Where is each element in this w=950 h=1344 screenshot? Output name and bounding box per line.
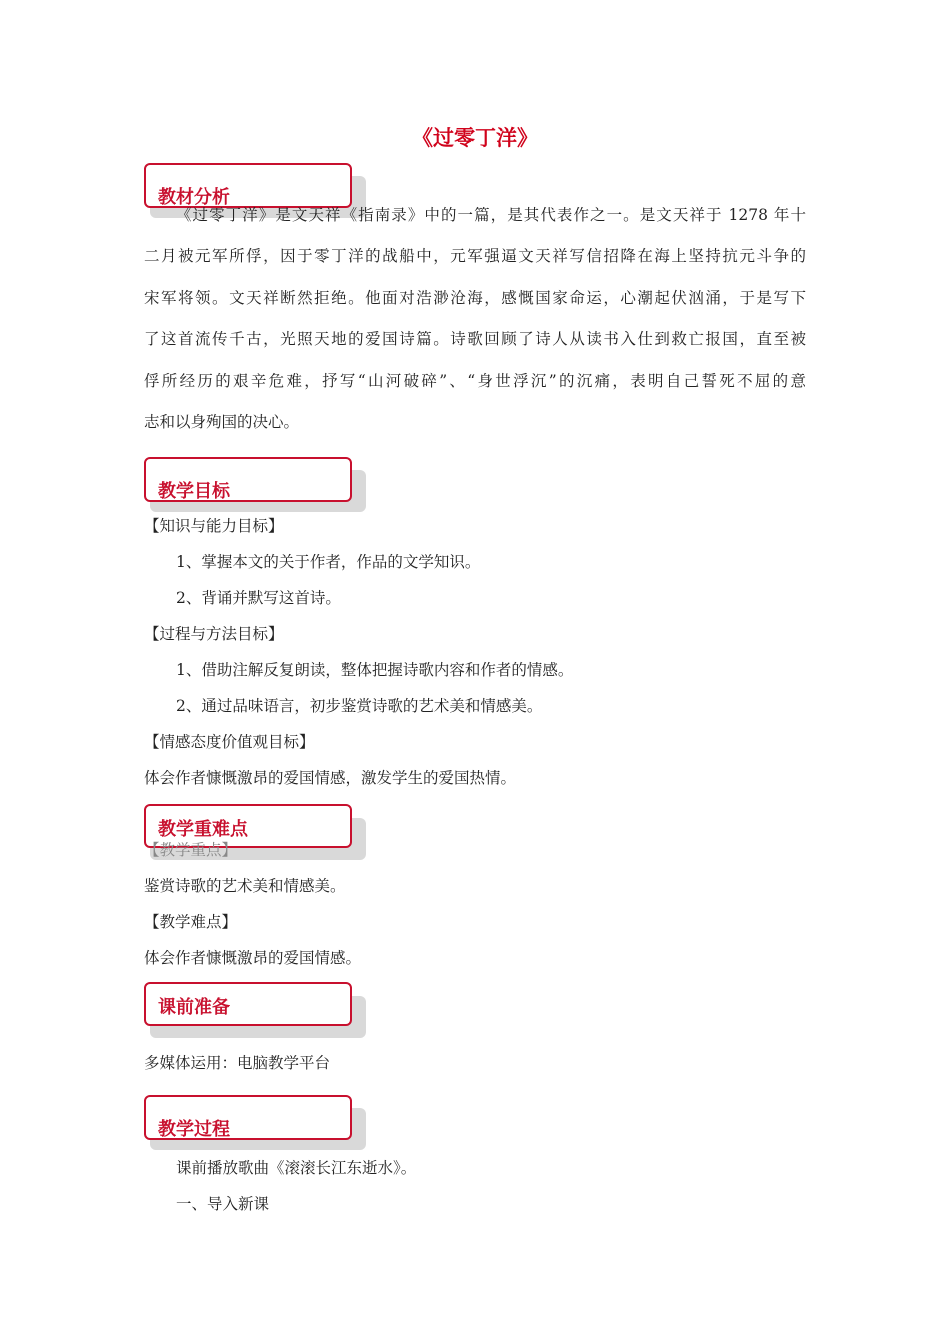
- section-header-goals: [144, 457, 352, 502]
- goal-item: 1、掌握本文的关于作者，作品的文学知识。: [176, 553, 481, 571]
- section-header-analysis: [144, 163, 352, 208]
- goal-heading: 【过程与方法目标】: [144, 625, 284, 643]
- page-title: 《过零丁洋》: [412, 125, 538, 150]
- keypoint-text: 体会作者慷慨激昂的爱国情感。: [144, 949, 362, 967]
- goal-item: 2、背诵并默写这首诗。: [176, 589, 341, 607]
- analysis-line: 志和以身殉国的决心。: [144, 413, 300, 431]
- analysis-line: 二月被元军所俘，因于零丁洋的战船中，元军强逼文天祥写信招降在海上坚持抗元斗争的: [144, 247, 806, 265]
- goal-item: 2、通过品味语言，初步鉴赏诗歌的艺术美和情感美。: [176, 697, 543, 715]
- goal-item: 1、借助注解反复朗读，整体把握诗歌内容和作者的情感。: [176, 661, 574, 679]
- section-label: 教材分析: [158, 187, 230, 208]
- process-text: 课前播放歌曲《滚滚长江东逝水》。: [176, 1159, 417, 1177]
- process-text: 一、导入新课: [176, 1195, 270, 1213]
- analysis-line: 《过零丁洋》是文天祥《指南录》中的一篇，是其代表作之一。是文天祥于 1278 年十: [176, 206, 806, 224]
- goal-item: 体会作者慷慨激昂的爱国情感，激发学生的爱国热情。: [144, 769, 517, 787]
- section-label: 课前准备: [158, 997, 230, 1018]
- keypoint-heading: 【教学难点】: [144, 913, 238, 931]
- analysis-line: 宋军将领。文天祥断然拒绝。他面对浩渺沧海，感慨国家命运，心潮起伏汹涌，于是写下: [144, 289, 806, 307]
- section-label: 教学重难点: [158, 819, 248, 840]
- goal-heading: 【情感态度价值观目标】: [144, 733, 315, 751]
- section-header-process: [144, 1095, 352, 1140]
- prep-text: 多媒体运用：电脑教学平台: [144, 1054, 331, 1072]
- section-label: 教学目标: [158, 481, 230, 502]
- keypoint-text: 鉴赏诗歌的艺术美和情感美。: [144, 877, 346, 895]
- goal-heading: 【知识与能力目标】: [144, 517, 284, 535]
- section-header-prep: [144, 982, 352, 1026]
- analysis-line: 俘所经历的艰辛危难，抒写“山河破碎”、“身世浮沉”的沉痛，表明自己誓死不屈的意: [144, 372, 806, 390]
- section-label: 教学过程: [158, 1119, 230, 1140]
- keypoint-heading: 【教学重点】: [144, 841, 238, 859]
- analysis-line: 了这首流传千古，光照天地的爱国诗篇。诗歌回顾了诗人从读书入仕到救亡报国，直至被: [144, 330, 806, 348]
